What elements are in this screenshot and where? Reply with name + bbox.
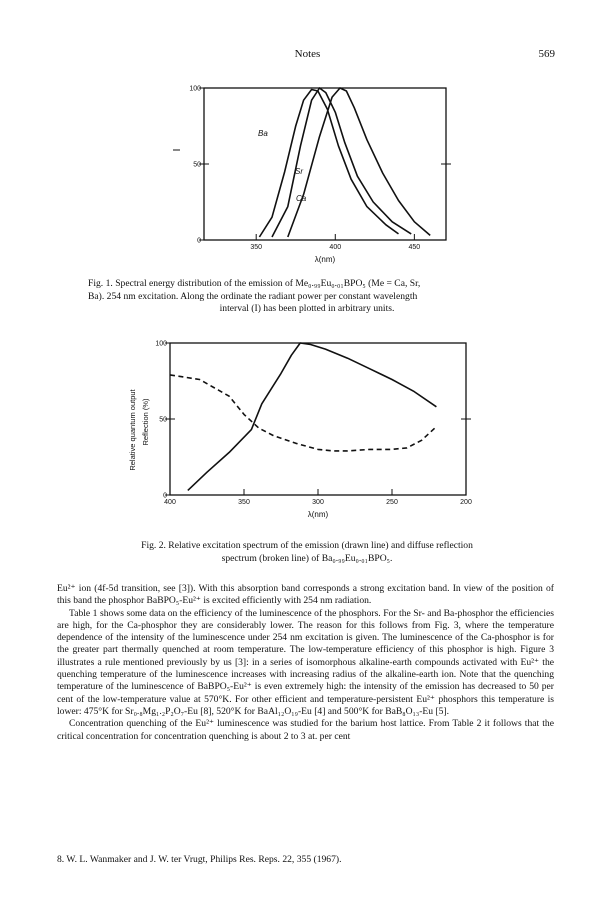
running-header-title: Notes <box>294 48 321 60</box>
series-label: Ca <box>296 194 307 203</box>
y-tick-label: 100 <box>155 340 167 348</box>
fig2-caption-line: Fig. 2. Relative excitation spectrum of the emission (drawn line) and diffuse reflection <box>141 540 473 551</box>
y-tick-label: 50 <box>159 416 167 424</box>
x-tick-label: 350 <box>250 244 263 251</box>
y-axis-label-outer: Relative quantum output <box>128 389 137 471</box>
y-tick-label: 0 <box>163 492 167 500</box>
series-label: Sr <box>295 167 303 176</box>
y-tick-label: 0 <box>197 237 201 245</box>
body-paragraph: Eu²⁺ ion (4f-5d transition, see [3]). With this absorption band corresponds a strong excitation band. In view of the position of this band the phosphor BaBPO₅-Eu²⁺ is excited efficiently with 254 nm radiation. <box>57 583 554 607</box>
plot-frame <box>204 88 446 240</box>
figure-2-caption <box>102 540 512 565</box>
series-line-Sr <box>272 88 411 237</box>
fig1-caption-line: interval (I) has been plotted in arbitrary units. <box>219 303 395 314</box>
series-label: Ba <box>258 129 268 138</box>
x-tick-label: 250 <box>386 499 398 506</box>
body-text <box>57 583 554 743</box>
fig2-caption-line: spectrum (broken line) of Ba₀.₉₉Eu₀.₀₁BPO₅. <box>221 552 393 564</box>
x-axis-label: λ(nm) <box>314 255 336 264</box>
x-tick-label: 300 <box>312 499 324 506</box>
body-paragraph: Table 1 shows some data on the efficiency of the luminescence of the phosphors. For the Sr- and Ba-phosphor the efficiencies are high, for the Ca-phosphor they are considerably lower. The reason for this follows from Fig. 3, where the temperature dependence of the intensity of the luminescence under 254 nm excitation is given. The luminescence of the Ca-phosphor is for the greater part thermally quenched at room temperature. The low-temperature efficiency of this phosphor is high. Figure 3 illustrates a rule mentioned previously by us [3]: in a series of isomorphous alkaline-earth compounds activated with Eu²⁺ the quenching temperature of the luminescence increases with increasing radius of the alkaline-earth ion. Note that the quenching temperature of the luminescence of BaBPO₅-Eu²⁺ is even extremely high: the intensity of the emission has decreased to 50 per cent of the low-temperature value at 570°K. For other efficient and temperature-persistent Eu²⁺ phosphors this temperature is lower: 475°K for Sr₀.₈Mg₁.₂P₂O₇-Eu [8], 520°K for BaAl₁₂O₁₉-Eu [4] and 500°K for BaB₈O₁₃-Eu [5]. <box>57 607 554 717</box>
x-tick-label: 450 <box>408 244 421 251</box>
fig1-caption-line: Fig. 1. Spectral energy distribution of the emission of Me₀.₉₉Eu₀.₀₁BPO₅ (Me = Ca, Sr, <box>88 278 421 289</box>
x-tick-label: 400 <box>329 244 342 251</box>
y-tick-label: 100 <box>189 85 201 93</box>
series-line-reflection <box>170 375 436 451</box>
x-axis-label: λ(nm) <box>307 510 329 519</box>
y-axis-label-inner: Reflection (%) <box>141 398 150 446</box>
body-paragraph: Concentration quenching of the Eu²⁺ luminescence was studied for the barium host lattice. From Table 2 it follows that the critical concentration for concentration quenching is about 2 to 3 at. per cent <box>57 718 554 742</box>
footnote-reference: 8. W. L. Wanmaker and J. W. ter Vrugt, Philips Res. Reps. 22, 355 (1967). <box>57 854 342 865</box>
x-tick-label: 200 <box>460 499 472 506</box>
figure-1-caption <box>88 278 526 316</box>
x-tick-label: 350 <box>238 499 250 506</box>
series-line-excitation <box>188 343 437 490</box>
y-tick-label: 50 <box>193 161 201 169</box>
plot-frame <box>170 343 466 495</box>
fig1-caption-line: Ba). 254 nm excitation. Along the ordinate the radiant power per constant wavelength <box>88 290 418 302</box>
x-tick-label: 400 <box>164 499 176 506</box>
page-number: 569 <box>538 48 555 60</box>
